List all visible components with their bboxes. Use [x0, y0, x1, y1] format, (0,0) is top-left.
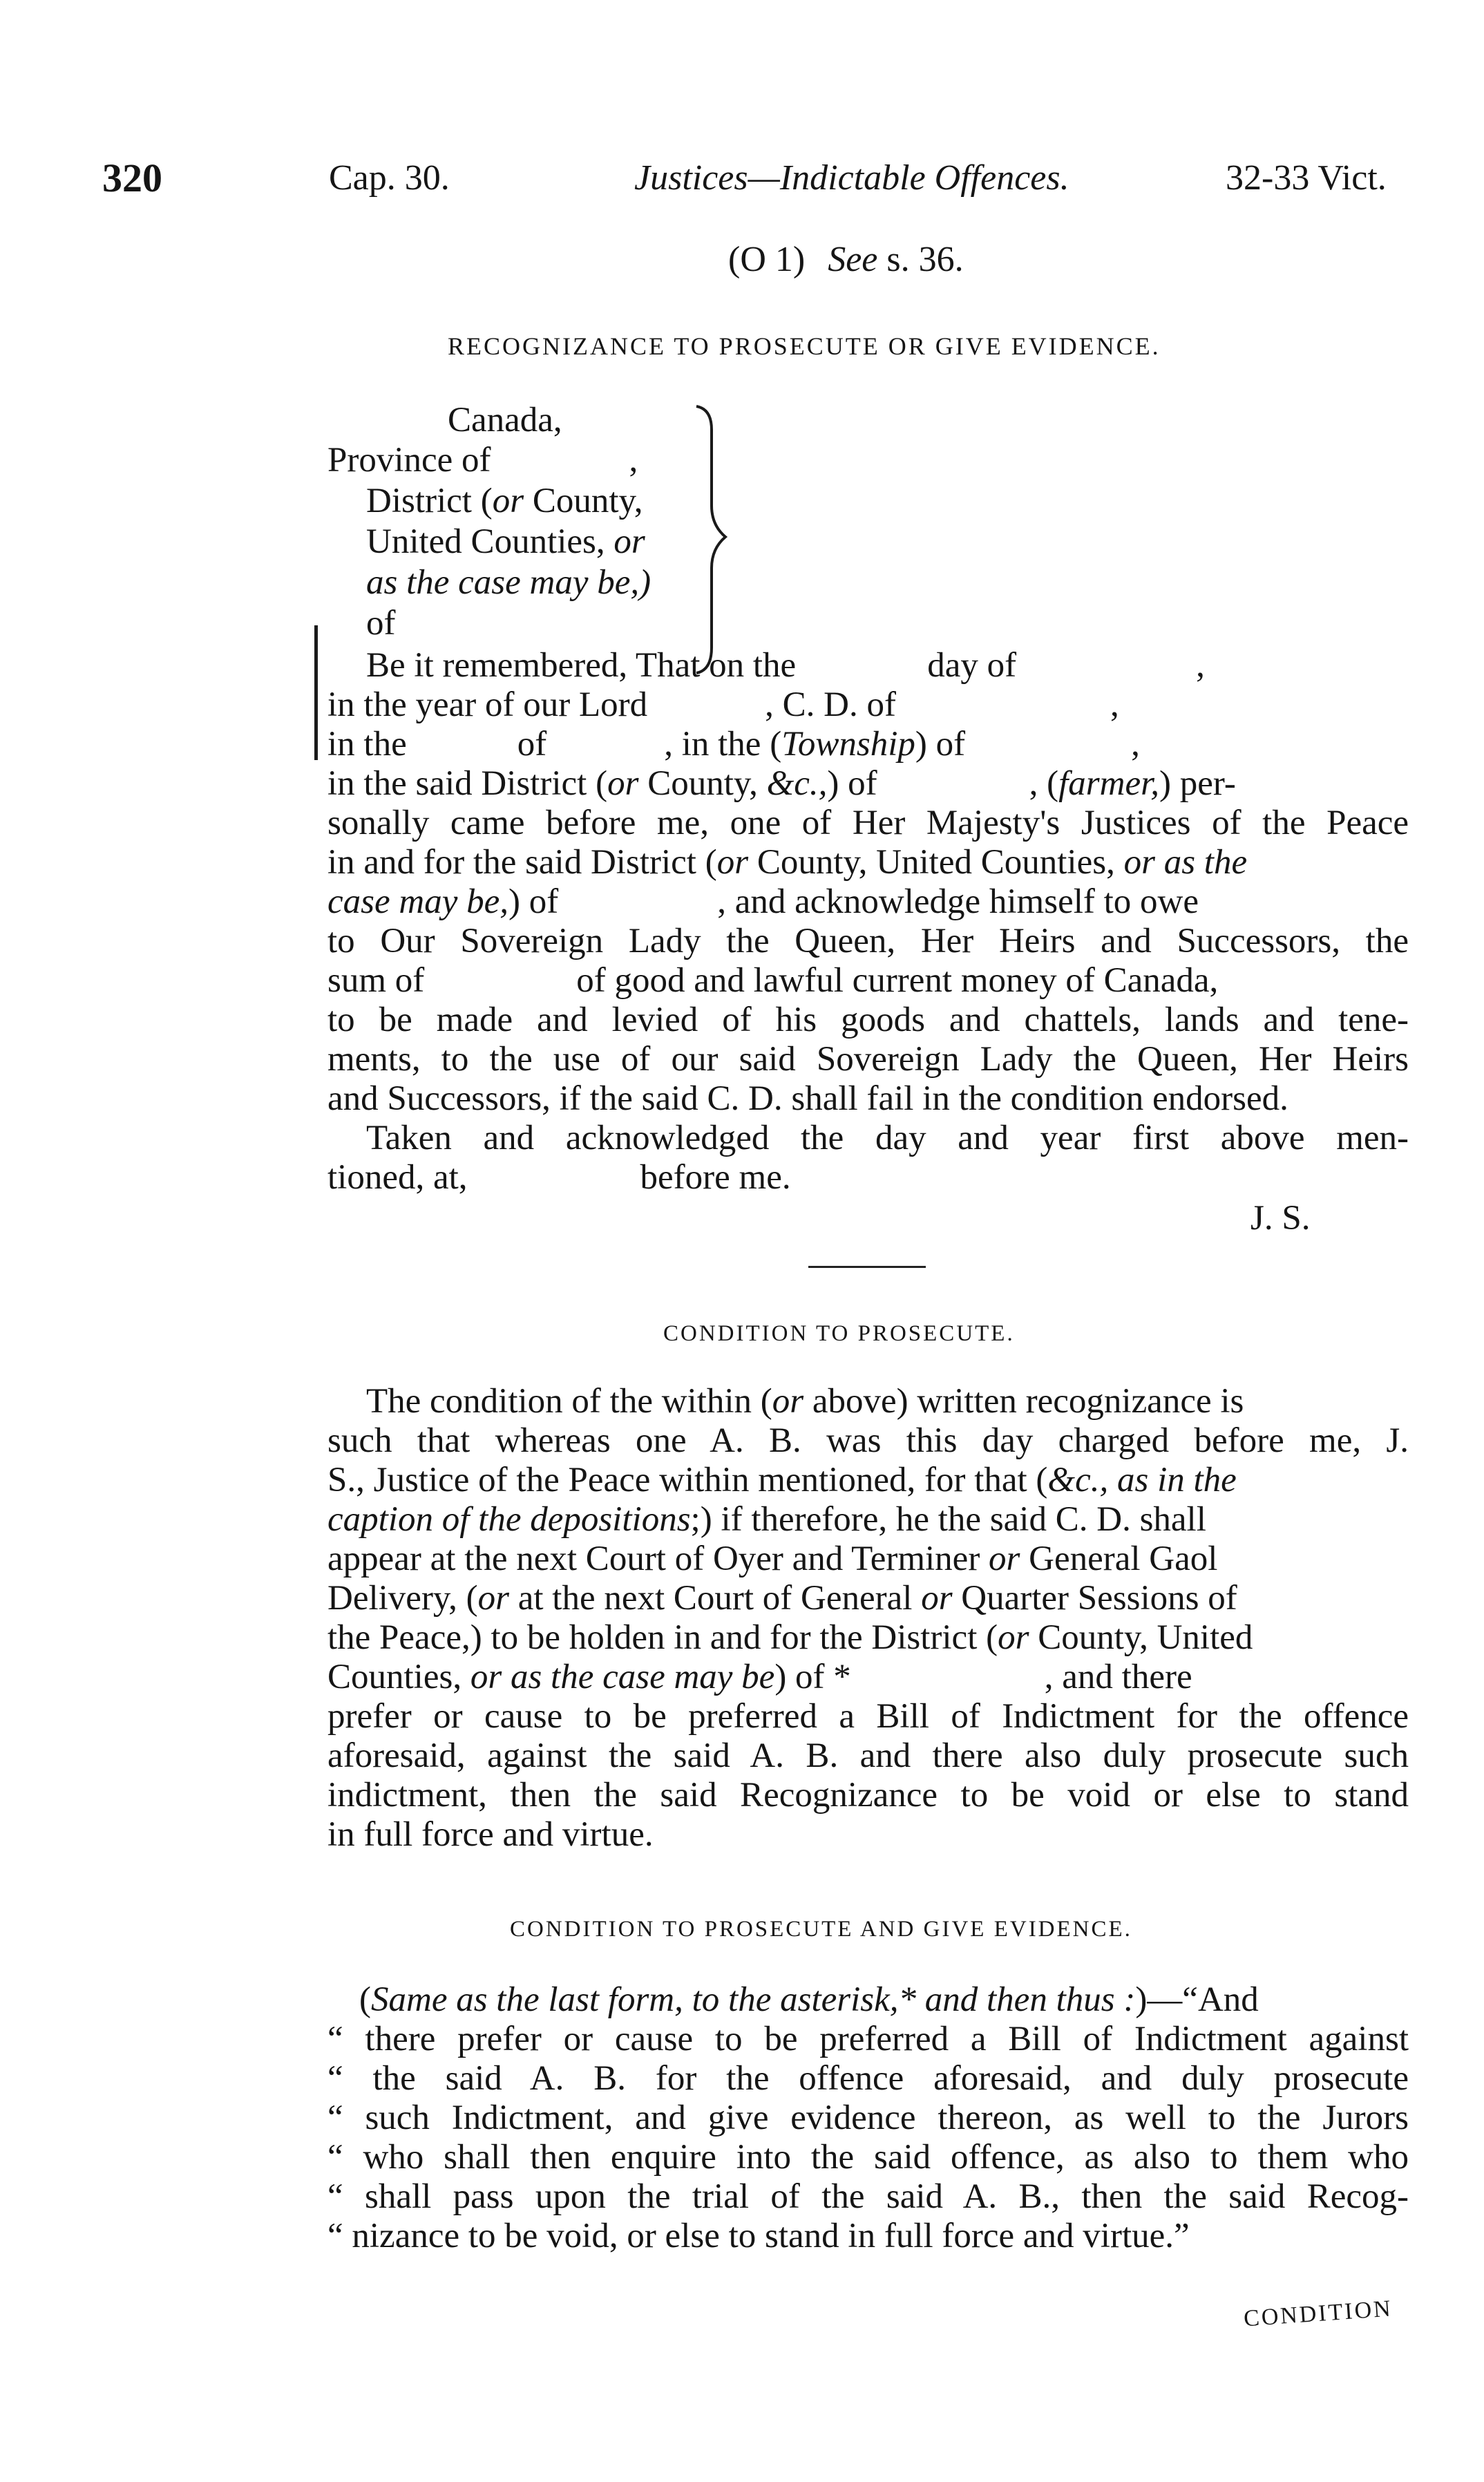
text-run: Delivery, ( [327, 1579, 478, 1618]
body-line-12: and Successors, if the said C. D. shall fail in the condition endorsed. [327, 1079, 1288, 1118]
text-run: or [477, 1579, 509, 1618]
text-run: above) written recognizance is [803, 1382, 1244, 1421]
body-line-9 [327, 961, 1218, 1001]
recognizance-heading: RECOGNIZANCE TO PROSECUTE OR GIVE EVIDENCE. [448, 332, 1161, 360]
venue-province-comma: , [629, 441, 638, 480]
text-run: or [716, 843, 749, 882]
text-run: , ( [1029, 764, 1059, 803]
text-run: , [1110, 685, 1119, 724]
text-run: in the [327, 725, 407, 764]
text-run: County, [524, 482, 643, 520]
text-run: County, United Counties, [748, 843, 1124, 882]
body-line-1 [366, 646, 1205, 685]
cond-line-12: in full force and virtue. [327, 1815, 654, 1854]
form-reference [728, 239, 964, 280]
chapter-label: Cap. 30. [329, 158, 450, 198]
venue-district [366, 482, 643, 521]
text-run: ) of [915, 725, 966, 764]
text-run: tioned, at, [327, 1158, 468, 1197]
text-run: or [921, 1579, 953, 1618]
text-run: or [989, 1540, 1020, 1578]
text-run: or as the [1123, 843, 1248, 882]
body-line-5: sonally came before me, one of Her Majesty's Justices of the Peace [327, 804, 1409, 842]
text-run: ;) if therefore, he the said C. D. shall [690, 1500, 1206, 1539]
body-line-10: to be made and levied of his goods and chattels, lands and tene- [327, 1001, 1409, 1039]
section-divider [808, 1266, 926, 1268]
body-line-8: to Our Sovereign Lady the Queen, Her Heirs and Successors, the [327, 922, 1409, 960]
text-run: Quarter Sessions of [952, 1579, 1237, 1618]
text-run: of [517, 725, 547, 764]
see-label: See [828, 240, 878, 279]
text-run: appear at the next Court of Oyer and Terminer [327, 1540, 989, 1578]
margin-bar [314, 625, 318, 760]
evid-line-3: “ the said A. B. for the offence aforesaid, and duly prosecute [327, 2059, 1409, 2098]
text-run: &c., [766, 764, 828, 803]
text-run: Be it remembered, That on the [366, 646, 797, 685]
text-run: ) per- [1159, 764, 1236, 803]
text-run: in the year of our Lord [327, 685, 648, 724]
text-run: &c., as in the [1047, 1461, 1237, 1499]
evid-line-6: “ shall pass upon the trial of the said A. B., then the said Recog- [327, 2177, 1409, 2216]
evid-line-2: “ there prefer or cause to be preferred a Bill of Indictment against [327, 2020, 1409, 2058]
body-line-13: Taken and acknowledged the day and year first above men- [366, 1119, 1409, 1157]
text-run: the Peace,) to be holden in and for the District ( [327, 1618, 998, 1657]
running-title: Justices—Indictable Offences. [634, 158, 1069, 198]
text-run: Counties, [327, 1658, 470, 1696]
text-run: ) of [827, 764, 877, 803]
text-run: farmer, [1058, 764, 1160, 803]
evid-line-4: “ such Indictment, and give evidence thereon, as well to the Jurors [327, 2099, 1409, 2137]
text-run: , and there [1044, 1658, 1192, 1696]
text-run: at the next Court of General [508, 1579, 922, 1618]
text-run: )—“And [1135, 1980, 1259, 2019]
text-run: before me. [640, 1158, 791, 1197]
cond-line-4 [327, 1500, 1206, 1540]
form-code: (O 1) [728, 240, 806, 279]
text-run: General Gaol [1020, 1540, 1218, 1578]
cond-line-7 [327, 1618, 1253, 1658]
text-run: , [1131, 725, 1140, 764]
cond-line-2: such that whereas one A. B. was this day charged before me, J. [327, 1421, 1409, 1460]
text-run: The condition of the within ( [366, 1382, 772, 1421]
cond-line-11: indictment, then the said Recognizance to be void or else to stand [327, 1776, 1409, 1815]
text-run: case may be, [327, 882, 508, 921]
text-run: District ( [366, 482, 493, 520]
text-run: ( [359, 1980, 371, 2019]
venue-united-counties [366, 522, 645, 562]
text-run: , [1196, 646, 1205, 685]
venue-province [327, 441, 638, 480]
text-run: , C. D. of [765, 685, 896, 724]
signature: J. S. [1250, 1199, 1311, 1238]
venue-canada: Canada, [448, 401, 562, 439]
text-run: ) of * [774, 1658, 851, 1696]
body-line-14 [327, 1158, 791, 1197]
text-run: or [492, 482, 524, 520]
page-number: 320 [102, 155, 162, 200]
text-run: S., Justice of the Peace within mentioned, for that ( [327, 1461, 1048, 1499]
body-line-4 [327, 764, 1236, 804]
body-line-6 [327, 843, 1409, 882]
evid-line-1 [359, 1980, 1259, 2020]
condition-evidence-heading: CONDITION TO PROSECUTE AND GIVE EVIDENCE. [510, 1917, 1132, 1942]
text-run: Same as the last form, to the asterisk,* and then thus : [370, 1980, 1136, 2019]
cond-line-1 [366, 1382, 1409, 1421]
text-run: County, United [1029, 1618, 1253, 1657]
text-run: United Counties, [366, 522, 614, 561]
body-line-7 [327, 882, 1199, 922]
section-ref: s. 36. [886, 240, 964, 279]
evid-line-7: “ nizance to be void, or else to stand in full force and virtue.” [327, 2217, 1190, 2255]
text-run: or [998, 1618, 1029, 1657]
text-run: sum of [327, 961, 425, 1000]
body-line-3 [327, 725, 1140, 764]
cond-line-8 [327, 1658, 1192, 1697]
cond-line-3 [327, 1461, 1237, 1500]
body-line-2 [327, 685, 1119, 725]
text-run: of good and lawful current money of Canada, [576, 961, 1219, 1000]
regnal-year: 32-33 Vict. [1226, 158, 1387, 198]
venue-province-label: Province of [327, 441, 491, 480]
text-run: or as the case may be [470, 1658, 775, 1696]
text-run: , and acknowledge himself to owe [717, 882, 1199, 921]
cond-line-6 [327, 1579, 1237, 1618]
cond-line-10: aforesaid, against the said A. B. and there also duly prosecute such [327, 1736, 1409, 1775]
cond-line-5 [327, 1540, 1217, 1579]
venue-case-may-be: as the case may be,) [366, 563, 651, 602]
text-run: caption of the depositions [327, 1500, 691, 1539]
body-line-11: ments, to the use of our said Sovereign Lady the Queen, Her Heirs [327, 1040, 1409, 1079]
text-run: or [772, 1382, 804, 1421]
text-run: Township [781, 725, 915, 764]
text-run: in and for the said District ( [327, 843, 717, 882]
text-run: , in the ( [664, 725, 782, 764]
text-run: or [613, 522, 645, 561]
text-run: or [607, 764, 639, 803]
text-run: ) of [508, 882, 559, 921]
evid-line-5: “ who shall then enquire into the said offence, as also to them who [327, 2138, 1409, 2177]
text-run: in the said District ( [327, 764, 608, 803]
catchword: CONDITION [1242, 2295, 1393, 2332]
condition-prosecute-heading: CONDITION TO PROSECUTE. [663, 1321, 1015, 1346]
venue-brace [692, 402, 734, 679]
cond-line-9: prefer or cause to be preferred a Bill of Indictment for the offence [327, 1697, 1409, 1736]
text-run: day of [927, 646, 1017, 685]
text-run: County, [638, 764, 767, 803]
venue-of: of [366, 604, 396, 643]
